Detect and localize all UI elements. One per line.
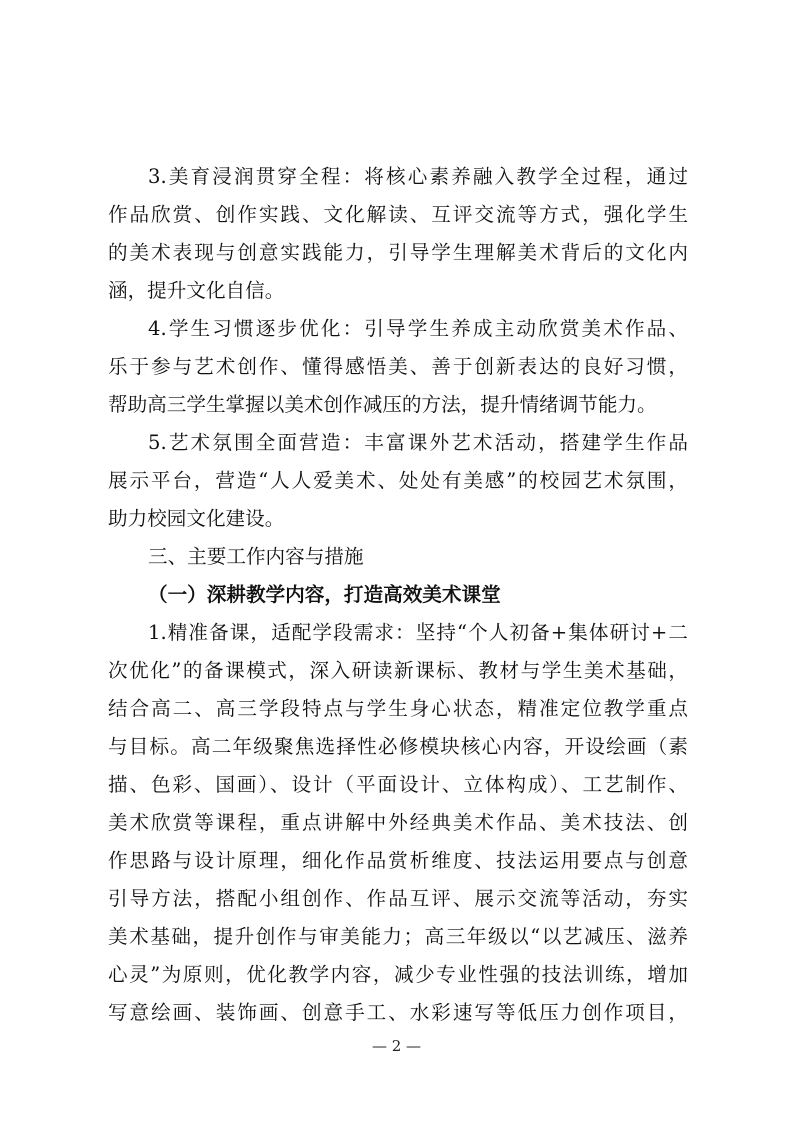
paragraph-line: 与目标。高二年级聚焦选择性必修模块核心内容，开设绘画（素 xyxy=(108,735,688,758)
paragraph-line: 次优化”的备课模式，深入研读新课标、教材与学生美术基础， xyxy=(108,659,688,682)
paragraph-line: 写意绘画、装饰画、创意手工、水彩速写等低压力创作项目， xyxy=(108,1001,688,1024)
paragraph-line: 作品欣赏、创作实践、文化解读、互评交流等方式，强化学生 xyxy=(108,203,688,226)
paragraph-line: 助力校园文化建设。 xyxy=(108,507,285,530)
paragraph-line: 结合高二、高三学段特点与学生身心状态，精准定位教学重点 xyxy=(108,697,688,720)
page-number: — 2 — xyxy=(371,1037,422,1055)
paragraph-line: 作思路与设计原理，细化作品赏析维度、技法运用要点与创意 xyxy=(108,849,688,872)
section-heading: 三、主要工作内容与措施 xyxy=(148,545,364,568)
paragraph-line: 展示平台，营造“人人爱美术、处处有美感”的校园艺术氛围， xyxy=(108,469,688,492)
paragraph-line: 帮助高三学生掌握以美术创作减压的方法，提升情绪调节能力。 xyxy=(108,393,657,416)
paragraph-line: 的美术表现与创意实践能力，引导学生理解美术背后的文化内 xyxy=(108,241,688,264)
paragraph-line: 引导方法，搭配小组创作、作品互评、展示交流等活动，夯实 xyxy=(108,887,688,910)
paragraph-line: 3.美育浸润贯穿全程：将核心素养融入教学全过程，通过 xyxy=(148,165,688,188)
paragraph-line: 描、色彩、国画）、设计（平面设计、立体构成）、工艺制作、 xyxy=(108,773,688,796)
paragraph-line: 美术欣赏等课程，重点讲解中外经典美术作品、美术技法、创 xyxy=(108,811,688,834)
paragraph-line: 4.学生习惯逐步优化：引导学生养成主动欣赏美术作品、 xyxy=(148,317,688,340)
paragraph-line: 1.精准备课，适配学段需求：坚持“个人初备+集体研讨+二 xyxy=(148,621,688,644)
paragraph-line: 美术基础，提升创作与审美能力；高三年级以“以艺减压、滋养 xyxy=(108,925,688,948)
paragraph-line: 心灵”为原则，优化教学内容，减少专业性强的技法训练，增加 xyxy=(108,963,688,986)
subsection-heading: （一）深耕教学内容，打造高效美术课堂 xyxy=(148,583,501,606)
paragraph-line: 乐于参与艺术创作、懂得感悟美、善于创新表达的良好习惯， xyxy=(108,355,688,378)
paragraph-line: 涵，提升文化自信。 xyxy=(108,279,285,302)
paragraph-line: 5.艺术氛围全面营造：丰富课外艺术活动，搭建学生作品 xyxy=(148,431,688,454)
